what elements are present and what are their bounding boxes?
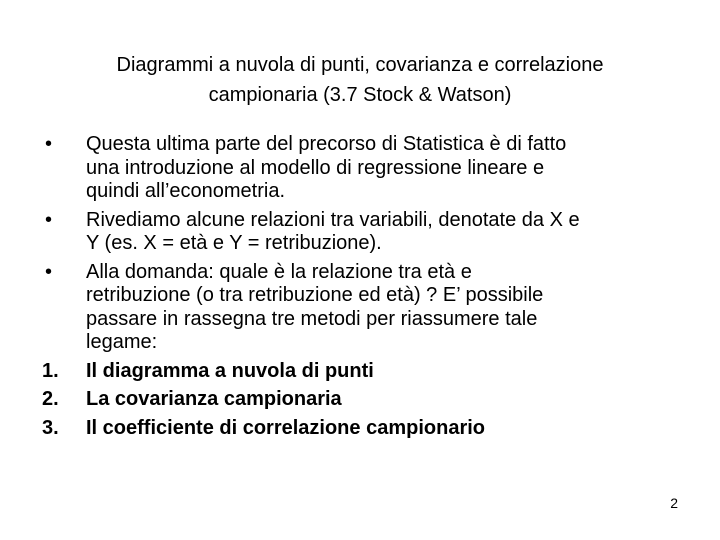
- bullet-text-line: legame:: [86, 331, 158, 353]
- numbered-item: [42, 360, 692, 384]
- bullet-marker: •: [45, 133, 53, 155]
- bullet-marker: •: [45, 208, 53, 231]
- numbered-text: Il diagramma a nuvola di punti: [86, 359, 374, 382]
- bullet-text-line: Questa ultima parte del precorso di Statistica è di fatto: [86, 133, 567, 155]
- numbered-text: La covarianza campionaria: [86, 388, 342, 410]
- slide-title-line: campionaria (3.7 Stock & Watson): [208, 84, 512, 106]
- bullet-item: [42, 209, 692, 256]
- number-marker: 2.: [42, 388, 59, 410]
- bullet-text: [86, 133, 692, 204]
- number-marker: 3.: [42, 416, 59, 439]
- bullet-text-line: Alla domanda: quale è la relazione tra età e: [86, 260, 472, 283]
- bullet-marker: •: [45, 260, 53, 283]
- bullet-text-line: quindi all’econometria.: [86, 180, 286, 202]
- page-number: 2: [670, 495, 678, 511]
- slide-title: [30, 50, 690, 110]
- bullet-text-line: una introduzione al modello di regressione lineare e: [86, 156, 545, 179]
- numbered-item: [42, 417, 692, 441]
- bullet-item: [42, 133, 692, 204]
- number-marker: 1.: [42, 359, 59, 382]
- bullet-text-line: Rivediamo alcune relazioni tra variabili, denotate da X e: [86, 208, 580, 231]
- bullet-item: [42, 261, 692, 355]
- bullet-text-line: Y (es. X = età e Y = retribuzione).: [86, 232, 382, 254]
- slide-title-line: Diagrammi a nuvola di punti, covarianza e correlazione: [116, 54, 604, 76]
- bullet-text-line: passare in rassegna tre metodi per riassumere tale: [86, 307, 538, 330]
- bullet-text: [86, 261, 692, 355]
- numbered-item: [42, 388, 692, 412]
- numbered-text: Il coefficiente di correlazione campionario: [86, 416, 485, 439]
- content-list: [42, 133, 692, 445]
- bullet-text-line: retribuzione (o tra retribuzione ed età) ? E’ possibile: [86, 284, 544, 306]
- bullet-text: [86, 209, 692, 256]
